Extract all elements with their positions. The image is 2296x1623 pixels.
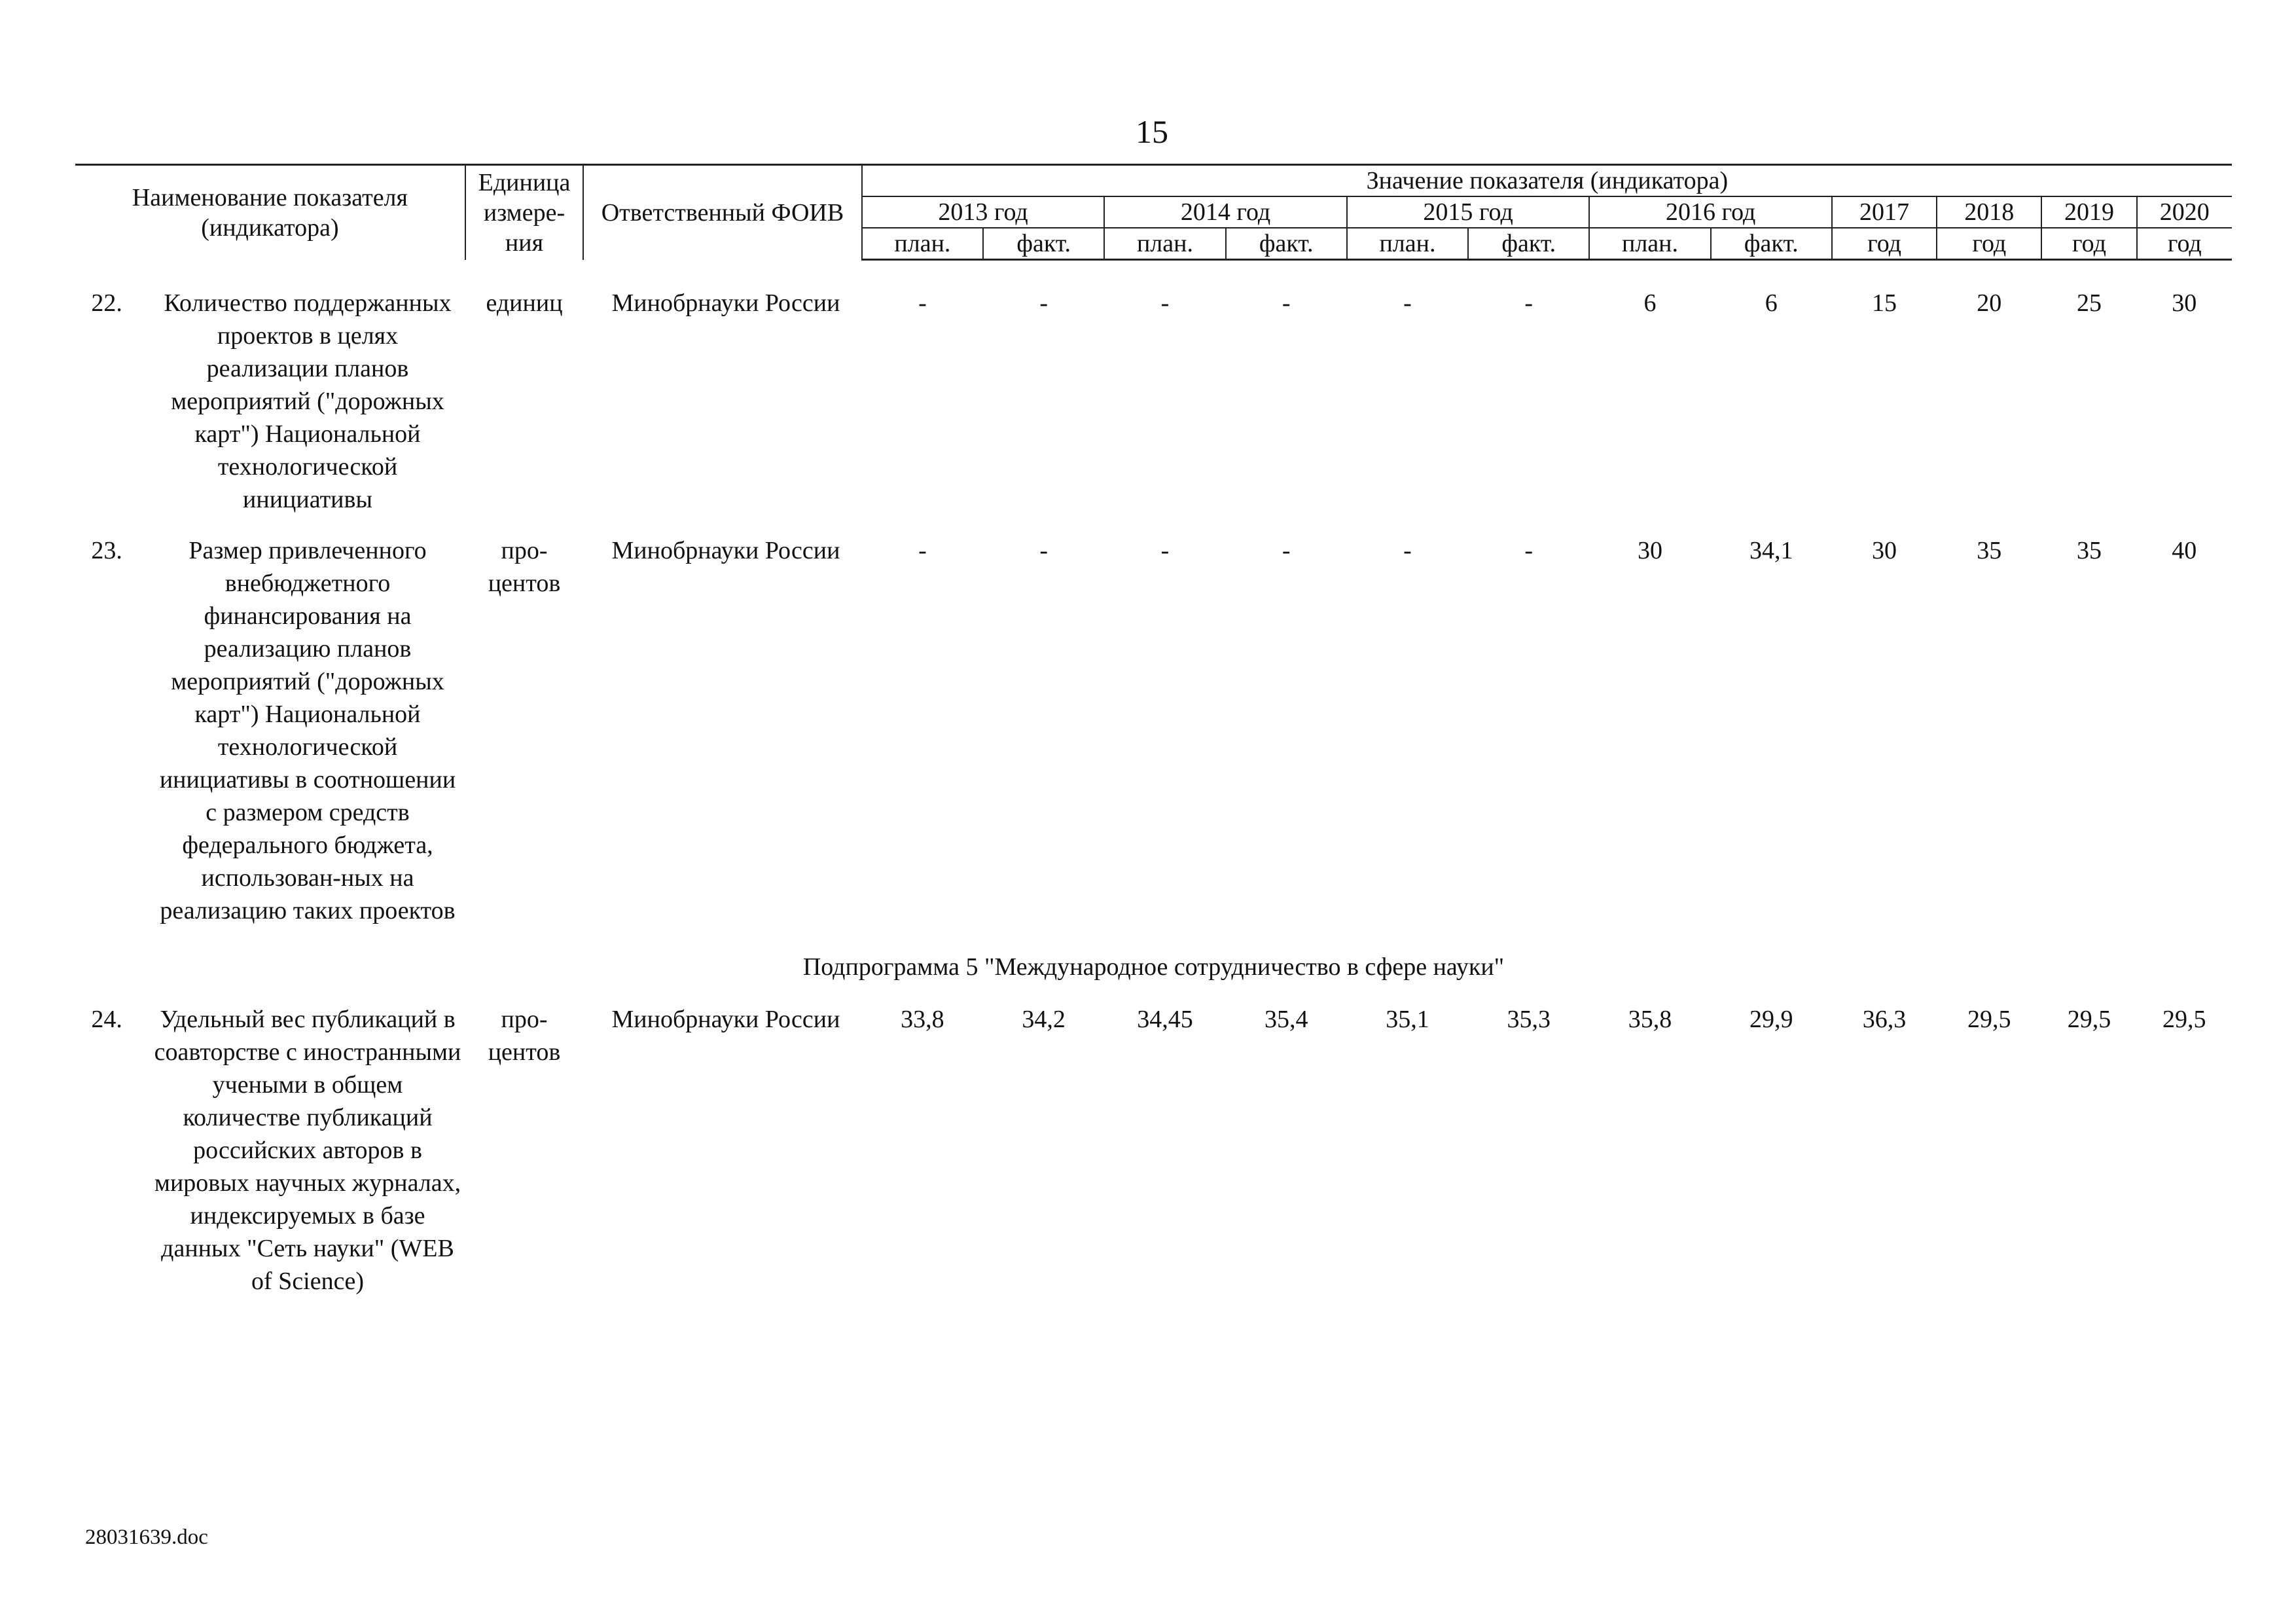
table-row: [75, 1003, 2232, 1316]
header-plan: план.: [1347, 228, 1468, 260]
header-plan: план.: [1104, 228, 1225, 260]
value-cell: 35: [1977, 537, 2002, 564]
header-fact: факт.: [983, 228, 1104, 260]
row-number: 23.: [91, 537, 122, 564]
foiv-cell: Минобрнауки России: [611, 289, 840, 317]
header-name: Наименование показателя (индикатора): [75, 165, 465, 260]
header-year-2017: 2017: [1832, 196, 1937, 228]
value-cell: 33,8: [901, 1006, 944, 1033]
value-cell: 20: [1977, 289, 2002, 317]
value-cell: -: [1403, 289, 1412, 317]
header-fact: факт.: [1468, 228, 1589, 260]
value-cell: 40: [2172, 537, 2197, 564]
value-cell: 25: [2076, 289, 2102, 317]
value-cell: -: [1160, 289, 1170, 317]
header-year-sub: год: [2137, 228, 2232, 260]
header-year-2014: 2014 год: [1104, 196, 1347, 228]
value-cell: 36,3: [1862, 1006, 1907, 1033]
row-number: 24.: [91, 1006, 122, 1033]
section-row: [75, 945, 2232, 1003]
value-cell: 34,45: [1137, 1006, 1193, 1033]
value-cell: 15: [1872, 289, 1897, 317]
value-cell: -: [1282, 289, 1291, 317]
indicators-table: [75, 164, 2232, 1316]
value-cell: -: [1039, 289, 1048, 317]
indicator-name: Размер привлеченного внебюджетного финансирования на реализацию планов мероприятий ("дорожных карт") Национальной технологической инициативы в соотношении с размером средств федерального бюджета, использован-ных на реализацию таких проектов: [159, 537, 456, 924]
value-cell: 30: [1638, 537, 1662, 564]
value-cell: -: [1403, 537, 1412, 564]
header-year-sub: год: [2041, 228, 2136, 260]
header-year-sub: год: [1937, 228, 2041, 260]
unit-cell: про-центов: [488, 1006, 561, 1066]
value-cell: 29,5: [2067, 1006, 2111, 1033]
indicator-name: Удельный вес публикаций в соавторстве с иностранными учеными в общем количестве публикаций российских авторов в мировых научных журналах, индексируемых в базе данных "Сеть науки" (WEB of Science): [154, 1006, 461, 1295]
header-year-2015: 2015 год: [1347, 196, 1590, 228]
value-cell: 34,1: [1749, 537, 1793, 564]
header-unit: Единица измере- ния: [465, 165, 583, 260]
value-cell: 30: [2172, 289, 2197, 317]
page-number: 15: [1136, 113, 1168, 150]
value-cell: -: [1282, 537, 1291, 564]
row-number: 22.: [91, 289, 122, 317]
header-plan: план.: [862, 228, 983, 260]
footer-filename: 28031639.doc: [85, 1525, 208, 1549]
value-cell: 6: [1643, 289, 1657, 317]
value-cell: 35,8: [1628, 1006, 1672, 1033]
value-cell: 35,4: [1264, 1006, 1308, 1033]
value-cell: 29,5: [2162, 1006, 2206, 1033]
header-year-2016: 2016 год: [1589, 196, 1832, 228]
foiv-cell: Минобрнауки России: [611, 1006, 840, 1033]
indicator-name: Количество поддержанных проектов в целях реализации планов мероприятий ("дорожных карт") Национальной технологической инициативы: [164, 289, 452, 513]
value-cell: 35,1: [1386, 1006, 1429, 1033]
value-cell: 29,9: [1749, 1006, 1793, 1033]
value-cell: -: [1524, 289, 1534, 317]
foiv-cell: Минобрнауки России: [611, 537, 840, 564]
table-body: [75, 260, 2232, 1317]
section-title: Подпрограмма 5 "Международное сотрудничество в сфере науки": [802, 953, 1505, 981]
value-cell: -: [1524, 537, 1534, 564]
value-cell: -: [918, 537, 927, 564]
value-cell: 30: [1872, 537, 1897, 564]
unit-cell: единиц: [486, 289, 563, 317]
header-year-sub: год: [1832, 228, 1937, 260]
value-cell: 35,3: [1507, 1006, 1551, 1033]
value-cell: 34,2: [1022, 1006, 1066, 1033]
header-value-group: Значение показателя (индикатора): [862, 165, 2232, 197]
value-cell: 35: [2076, 537, 2102, 564]
value-cell: -: [1160, 537, 1170, 564]
value-cell: -: [1039, 537, 1048, 564]
table-row: [75, 534, 2232, 945]
table-header: [75, 165, 2232, 260]
header-year-2013: 2013 год: [862, 196, 1105, 228]
header-plan: план.: [1589, 228, 1710, 260]
value-cell: -: [918, 289, 927, 317]
header-year-2020: 2020: [2137, 196, 2232, 228]
header-year-2019: 2019: [2041, 196, 2136, 228]
header-year-2018: 2018: [1937, 196, 2041, 228]
unit-cell: про-центов: [488, 537, 561, 597]
value-cell: 29,5: [1967, 1006, 2011, 1033]
header-fact: факт.: [1226, 228, 1347, 260]
value-cell: 6: [1765, 289, 1778, 317]
header-foiv: Ответственный ФОИВ: [583, 165, 862, 260]
header-fact: факт.: [1711, 228, 1832, 260]
table-row: [75, 287, 2232, 534]
